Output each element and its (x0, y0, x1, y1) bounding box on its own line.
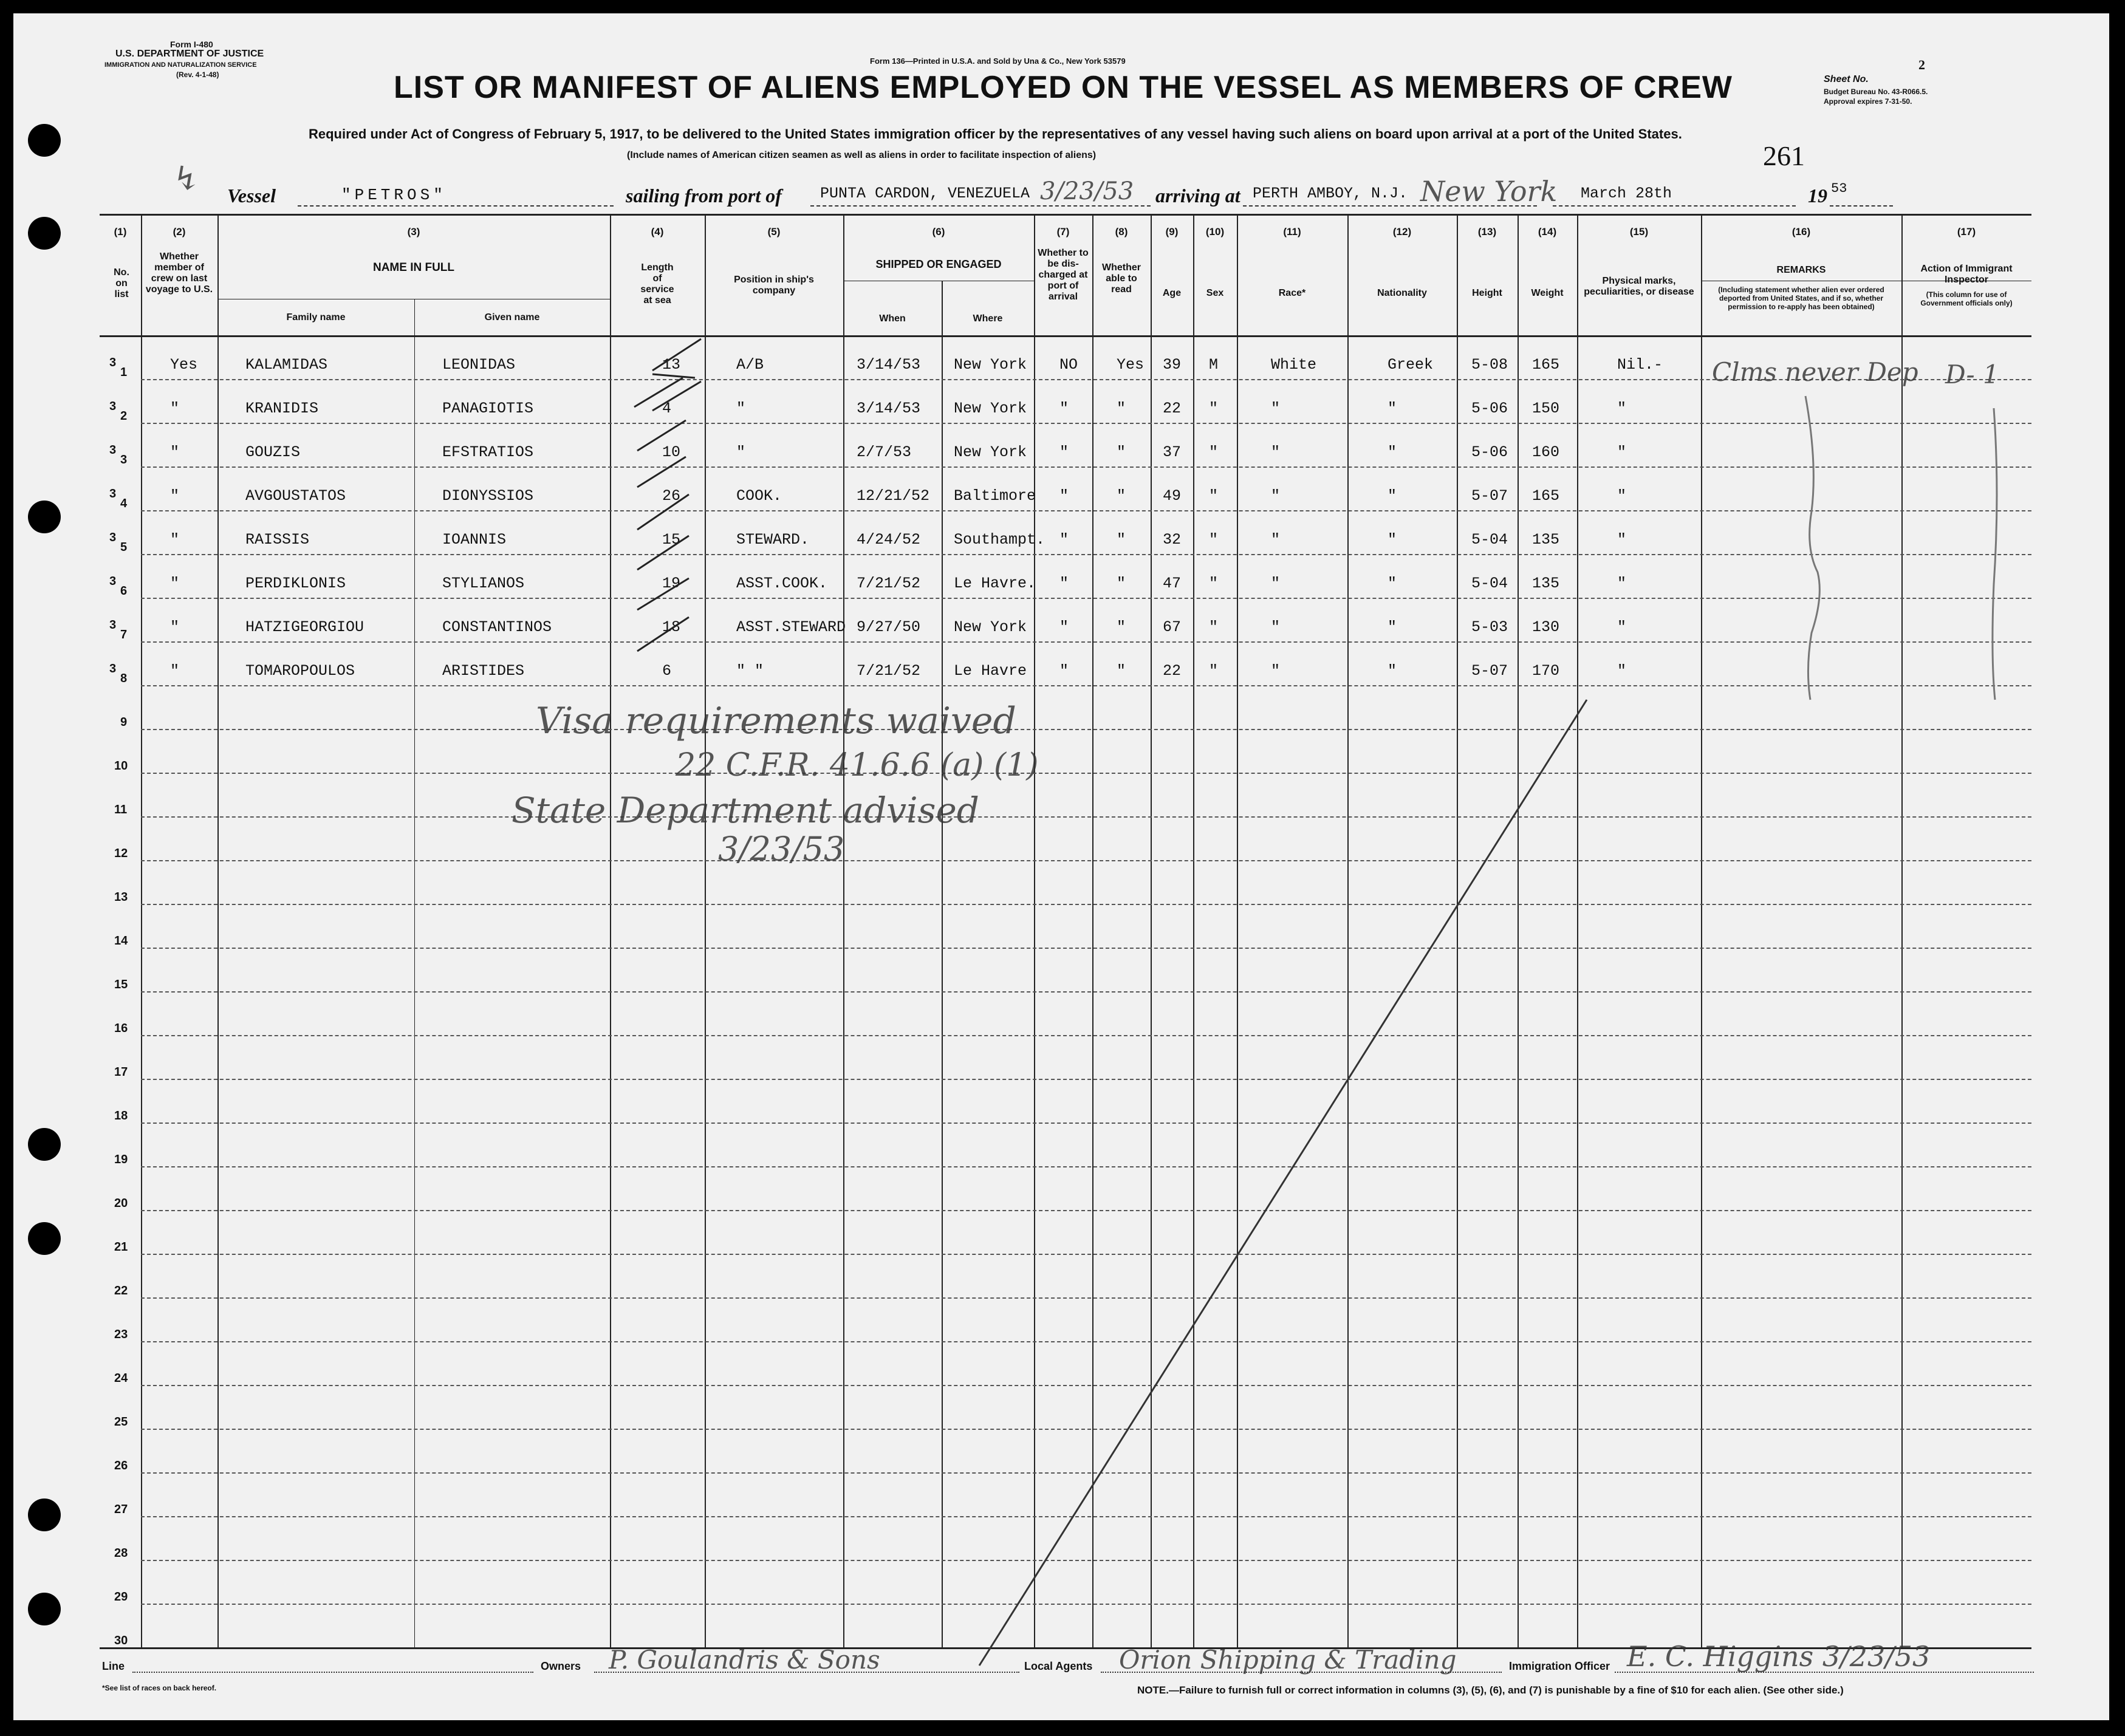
cell-read: " (1117, 662, 1126, 680)
row-number: 27 (114, 1503, 128, 1516)
cell-height: 5-06 (1471, 400, 1508, 417)
cell-given: CONSTANTINOS (442, 618, 552, 636)
cell-read: " (1117, 575, 1126, 592)
cell-height: 5-04 (1471, 531, 1508, 548)
cell-when: 2/7/53 (857, 443, 912, 461)
cell-where: New York (954, 618, 1027, 636)
col8-label: Whether able to read (1102, 262, 1141, 295)
cell-family: RAISSIS (245, 531, 310, 548)
col14-number: (14) (1538, 226, 1557, 238)
cell-height: 5-07 (1471, 662, 1508, 680)
cell-age: 67 (1163, 618, 1182, 636)
cell-family: GOUZIS (245, 443, 301, 461)
cell-prev: Yes (170, 356, 198, 374)
cell-marks: " (1617, 575, 1627, 592)
col-sep (141, 214, 142, 1647)
action-bracket (1976, 402, 2012, 706)
col2-number: (2) (173, 226, 186, 238)
cell-sheet: 3 (109, 356, 117, 369)
include-text: (Include names of American citizen seamen as well as aliens in order to facilitate inspection of aliens) (627, 150, 1097, 160)
cell-sheet: 3 (109, 662, 117, 675)
cell-family: HATZIGEORGIOU (245, 618, 364, 636)
visa-note-line1: Visa requirements waived (536, 700, 1016, 742)
cell-age: 22 (1163, 400, 1182, 417)
cell-race: " (1271, 487, 1281, 505)
cell-age: 32 (1163, 531, 1182, 548)
cell-height: 5-04 (1471, 575, 1508, 592)
col-sep (414, 299, 415, 1647)
cell-where: Le Havre. (954, 575, 1036, 592)
table-top-border (100, 214, 2031, 216)
col2-label: Whether member of crew on last voyage to U.S. (145, 251, 213, 295)
cell-prev: " (170, 662, 180, 680)
officer-signature: E. C. Higgins 3/23/53 (1627, 1640, 1931, 1673)
cell-nationality: " (1388, 443, 1397, 461)
cell-sex: " (1209, 487, 1219, 505)
cell-marks: " (1617, 487, 1627, 505)
cell-marks: " (1617, 531, 1627, 548)
arriving-port: PERTH AMBOY, N.J. (1253, 185, 1408, 202)
printer-line: Form 136—Printed in U.S.A. and Sold by Una & Co., New York 53579 (870, 56, 1126, 66)
where-header: Where (973, 313, 1003, 324)
cell-when: 7/21/52 (857, 575, 921, 592)
cell-read: " (1117, 531, 1126, 548)
vessel-label: Vessel (227, 185, 276, 207)
cell-discharge: " (1059, 487, 1069, 505)
binder-hole (28, 1222, 61, 1255)
cell-service: 19 (662, 575, 681, 592)
cell-age: 39 (1163, 356, 1182, 374)
col14-label: Weight (1531, 288, 1564, 298)
row-rule (141, 510, 2031, 511)
col10-label: Sex (1206, 288, 1224, 298)
cell-read: " (1117, 487, 1126, 505)
row-number: 25 (114, 1415, 128, 1429)
col11-label: Race* (1278, 288, 1306, 298)
col7-label: Whether to be dis-charged at port of arrival (1038, 248, 1089, 302)
visa-note-line2: 22 C.F.R. 41.6.6 (a) (1) (676, 747, 1039, 784)
cell-given: ARISTIDES (442, 662, 525, 680)
col11-number: (11) (1283, 226, 1301, 238)
col-sep (942, 281, 943, 1647)
agents-handwritten: Orion Shipping & Trading (1119, 1645, 1457, 1675)
row-number: 18 (114, 1109, 128, 1123)
given-name-header: Given name (484, 312, 540, 323)
row-number: 2 (120, 409, 128, 423)
col3-label: NAME IN FULL (372, 261, 455, 274)
row-number: 11 (114, 803, 128, 816)
binder-hole (28, 1593, 61, 1625)
revision: (Rev. 4-1-48) (176, 70, 219, 79)
col4-number: (4) (651, 226, 664, 238)
service: IMMIGRATION AND NATURALIZATION SERVICE (104, 61, 257, 69)
cell-race: " (1271, 575, 1281, 592)
manifest-page (13, 13, 2109, 1720)
col6-number: (6) (932, 226, 945, 238)
col8-number: (8) (1115, 226, 1128, 238)
cell-marks: Nil.- (1617, 356, 1663, 374)
cell-read: " (1117, 443, 1126, 461)
from-port: PUNTA CARDON, VENEZUELA (820, 185, 1030, 202)
row-rule (141, 598, 2031, 599)
cell-given: PANAGIOTIS (442, 400, 534, 417)
cell-height: 5-07 (1471, 487, 1508, 505)
cell-given: EFSTRATIOS (442, 443, 534, 461)
cell-prev: " (170, 531, 180, 548)
cell-marks: " (1617, 443, 1627, 461)
col15-number: (15) (1629, 226, 1649, 238)
cell-when: 7/21/52 (857, 662, 921, 680)
cell-weight: 150 (1532, 400, 1560, 417)
cell-service: 10 (662, 443, 681, 461)
cell-read: " (1117, 400, 1126, 417)
cell-service: 15 (662, 531, 681, 548)
cell-position: ASST.COOK. (736, 575, 828, 592)
col16-number: (16) (1791, 226, 1811, 238)
sheet-label: Sheet No. (1824, 74, 1869, 84)
cell-prev: " (170, 487, 180, 505)
col-sep (1701, 214, 1702, 1647)
row-number: 20 (114, 1197, 128, 1210)
cell-sheet: 3 (109, 618, 117, 632)
cell-sheet: 3 (109, 487, 117, 501)
cell-position: " (736, 443, 746, 461)
row-number: 6 (120, 584, 128, 598)
binder-hole (28, 501, 61, 533)
agents-label: Local Agents (1024, 1660, 1093, 1672)
cell-position: " (736, 400, 746, 417)
row-rule (141, 423, 2031, 424)
row-number: 9 (120, 716, 128, 729)
cell-prev: " (170, 618, 180, 636)
cell-sheet: 3 (109, 443, 117, 457)
col17-number: (17) (1957, 226, 1976, 238)
col-sep (843, 214, 844, 1647)
cell-given: IOANNIS (442, 531, 507, 548)
remarks-handwritten: Clms never Dep (1712, 357, 1918, 387)
row-number: 5 (120, 541, 128, 554)
cell-nationality: " (1388, 487, 1397, 505)
cell-weight: 165 (1532, 356, 1560, 374)
cell-family: KRANIDIS (245, 400, 319, 417)
cell-sex: " (1209, 575, 1219, 592)
cell-discharge: " (1059, 618, 1069, 636)
visa-note-line3: State Department advised (512, 790, 979, 831)
row-number: 24 (114, 1372, 128, 1385)
cell-sex: " (1209, 443, 1219, 461)
row-number: 10 (114, 759, 128, 773)
tick-mark: ↯ (173, 159, 200, 197)
from-port-line (810, 205, 1151, 207)
row-number: 22 (114, 1284, 128, 1297)
cell-service: 26 (662, 487, 681, 505)
date-line (1553, 205, 1796, 207)
row-number: 16 (114, 1022, 128, 1035)
arriving-label: arriving at (1155, 185, 1240, 207)
cell-position: COOK. (736, 487, 782, 505)
row-number: 26 (114, 1459, 128, 1472)
row-rule (141, 641, 2031, 643)
vessel-line (298, 205, 614, 207)
year: 53 (1831, 181, 1847, 196)
col7-number: (7) (1056, 226, 1070, 238)
row-rule (141, 554, 2031, 555)
cell-where: Le Havre (954, 662, 1027, 680)
cell-height: 5-08 (1471, 356, 1508, 374)
col12-label: Nationality (1377, 288, 1427, 298)
arrival-date: March 28th (1581, 185, 1672, 202)
cell-given: LEONIDAS (442, 356, 516, 374)
cell-discharge: " (1059, 531, 1069, 548)
row-number: 28 (114, 1546, 128, 1560)
cell-age: 47 (1163, 575, 1182, 592)
row-number: 21 (114, 1240, 128, 1254)
row-number: 19 (114, 1153, 128, 1166)
cell-family: AVGOUSTATOS (245, 487, 346, 505)
cell-when: 9/27/50 (857, 618, 921, 636)
cell-weight: 135 (1532, 575, 1560, 592)
budget-number: Budget Bureau No. 43-R066.5. (1824, 87, 1928, 96)
cell-sex: " (1209, 531, 1219, 548)
cell-race: " (1271, 531, 1281, 548)
row-number: 29 (114, 1590, 128, 1604)
from-date-handwritten: 3/23/53 (1040, 177, 1134, 205)
cell-discharge: NO (1059, 356, 1078, 374)
line-field (132, 1672, 533, 1673)
cell-weight: 170 (1532, 662, 1560, 680)
stamp-number: 261 (1763, 140, 1805, 171)
cell-where: New York (954, 443, 1027, 461)
cell-age: 22 (1163, 662, 1182, 680)
cell-when: 3/14/53 (857, 356, 921, 374)
diagonal-strike-line (961, 682, 1605, 1684)
cell-nationality: " (1388, 618, 1397, 636)
binder-hole (28, 124, 61, 157)
approval-expiry: Approval expires 7-31-50. (1824, 97, 1912, 106)
cell-weight: 135 (1532, 531, 1560, 548)
cell-age: 37 (1163, 443, 1182, 461)
cell-sheet: 3 (109, 400, 117, 413)
binder-hole (28, 1128, 61, 1161)
cell-position: A/B (736, 356, 764, 374)
cell-race: White (1271, 356, 1317, 374)
cell-marks: " (1617, 400, 1627, 417)
binder-hole (28, 1498, 61, 1531)
family-name-header: Family name (286, 312, 346, 323)
col9-label: Age (1162, 288, 1182, 298)
col1-label: No. on list (114, 267, 129, 299)
cell-service: 18 (662, 618, 681, 636)
remarks-bracket (1799, 390, 1848, 706)
owners-handwritten: P. Goulandris & Sons (609, 1645, 880, 1675)
row-number: 12 (114, 847, 128, 860)
cell-read: " (1117, 618, 1126, 636)
cell-prev: " (170, 400, 180, 417)
form-code: Form I-480 (170, 39, 213, 49)
cell-prev: " (170, 575, 180, 592)
row-number: 8 (120, 672, 128, 685)
cell-nationality: " (1388, 531, 1397, 548)
col1-number: (1) (114, 226, 127, 238)
page-title: LIST OR MANIFEST OF ALIENS EMPLOYED ON THE VESSEL AS MEMBERS OF CREW (394, 70, 1733, 105)
binder-hole (28, 217, 61, 250)
row-number: 30 (114, 1634, 128, 1647)
cell-marks: " (1617, 618, 1627, 636)
cell-prev: " (170, 443, 180, 461)
col9-number: (9) (1165, 226, 1179, 238)
cell-race: " (1271, 443, 1281, 461)
when-header: When (879, 313, 906, 324)
cell-age: 49 (1163, 487, 1182, 505)
cell-sheet: 3 (109, 575, 117, 588)
cell-race: " (1271, 662, 1281, 680)
cell-sex: " (1209, 618, 1219, 636)
cell-where: New York (954, 356, 1027, 374)
col13-label: Height (1472, 288, 1502, 298)
required-text: Required under Act of Congress of February 5, 1917, to be delivered to the United States immigration officer by the representatives of any vessel having such aliens on board upon arrival at a port of the United States. (309, 126, 1682, 142)
cell-position: STEWARD. (736, 531, 810, 548)
row-number: 17 (114, 1065, 128, 1079)
cell-where: Baltimore (954, 487, 1036, 505)
service-tick-marks (610, 335, 719, 700)
races-note: *See list of races on back hereof. (102, 1684, 217, 1692)
cell-position: ASST.STEWARD (736, 618, 846, 636)
cell-height: 5-06 (1471, 443, 1508, 461)
cell-where: New York (954, 400, 1027, 417)
sailing-label: sailing from port of (626, 185, 782, 207)
cell-where: Southampt. (954, 531, 1045, 548)
vessel-name: "PETROS" (341, 186, 447, 204)
cell-when: 12/21/52 (857, 487, 930, 505)
cell-sex: M (1209, 356, 1219, 374)
cell-discharge: " (1059, 662, 1069, 680)
col16-label: REMARKS (1776, 265, 1826, 275)
arriving-handwritten: New York (1420, 175, 1558, 208)
row-number: 13 (114, 890, 128, 904)
cell-position: " " (736, 662, 764, 680)
row-number: 15 (114, 978, 128, 991)
cell-family: PERDIKLONIS (245, 575, 346, 592)
row-rule (141, 466, 2031, 468)
cell-nationality: " (1388, 575, 1397, 592)
cell-weight: 165 (1532, 487, 1560, 505)
cell-height: 5-03 (1471, 618, 1508, 636)
cell-read: Yes (1117, 356, 1145, 374)
col5-number: (5) (767, 226, 781, 238)
col17-sub: (This column for use of Government officials only) (1920, 290, 2013, 307)
year-prefix: 19 (1808, 185, 1827, 207)
visa-note-line4: 3/23/53 (718, 830, 845, 868)
table-header-bottom (100, 335, 2031, 337)
col-sep (1901, 214, 1903, 1647)
cell-when: 3/14/53 (857, 400, 921, 417)
cell-family: KALAMIDAS (245, 356, 328, 374)
cell-race: " (1271, 618, 1281, 636)
cell-weight: 160 (1532, 443, 1560, 461)
line-label: Line (102, 1660, 125, 1672)
owners-label: Owners (541, 1660, 581, 1672)
officer-label: Immigration Officer (1509, 1660, 1610, 1672)
col6-label: SHIPPED OR ENGAGED (875, 258, 1002, 270)
col10-number: (10) (1205, 226, 1225, 238)
cell-sex: " (1209, 400, 1219, 417)
row-number: 23 (114, 1328, 128, 1341)
row-number: 3 (120, 453, 128, 466)
cell-sex: " (1209, 662, 1219, 680)
cell-given: DIONYSSIOS (442, 487, 534, 505)
cell-nationality: " (1388, 662, 1397, 680)
cell-service: 4 (662, 400, 672, 417)
department: U.S. DEPARTMENT OF JUSTICE (115, 49, 264, 59)
row-number: 14 (114, 934, 128, 948)
col3-number: (3) (407, 226, 420, 238)
col17-label: Action of Immigrant Inspector (1920, 264, 2013, 285)
cell-weight: 130 (1532, 618, 1560, 636)
sheet-number: 2 (1918, 57, 1925, 72)
col12-number: (12) (1392, 226, 1412, 238)
cell-given: STYLIANOS (442, 575, 525, 592)
action-handwritten: D- 1 (1945, 360, 1999, 389)
cell-service: 6 (662, 662, 672, 680)
cell-discharge: " (1059, 575, 1069, 592)
row-number: 7 (120, 628, 128, 641)
col-sep (217, 214, 219, 1647)
year-line (1830, 205, 1893, 207)
penalty-note: NOTE.—Failure to furnish full or correct information in columns (3), (5), (6), and (7) is punishable by a fine of $10 for each alien. (See other side.) (1137, 1684, 1844, 1696)
row-number: 1 (120, 366, 128, 379)
row-number: 4 (120, 497, 128, 510)
cell-family: TOMAROPOULOS (245, 662, 355, 680)
cell-when: 4/24/52 (857, 531, 921, 548)
col16-sub: (Including statement whether alien ever ordered deported from United States, and if so, whether permission to re-apply has been obtained) (1718, 285, 1884, 311)
cell-discharge: " (1059, 443, 1069, 461)
cell-nationality: " (1388, 400, 1397, 417)
cell-discharge: " (1059, 400, 1069, 417)
col4-label: Length of service at sea (640, 262, 674, 306)
col13-number: (13) (1477, 226, 1497, 238)
cell-sheet: 3 (109, 531, 117, 544)
cell-race: " (1271, 400, 1281, 417)
cell-nationality: Greek (1388, 356, 1434, 374)
col15-label: Physical marks, peculiarities, or disease (1584, 276, 1694, 297)
col5-label: Position in ship's company (734, 275, 814, 296)
cell-marks: " (1617, 662, 1627, 680)
cell-service: 13 (662, 356, 681, 374)
